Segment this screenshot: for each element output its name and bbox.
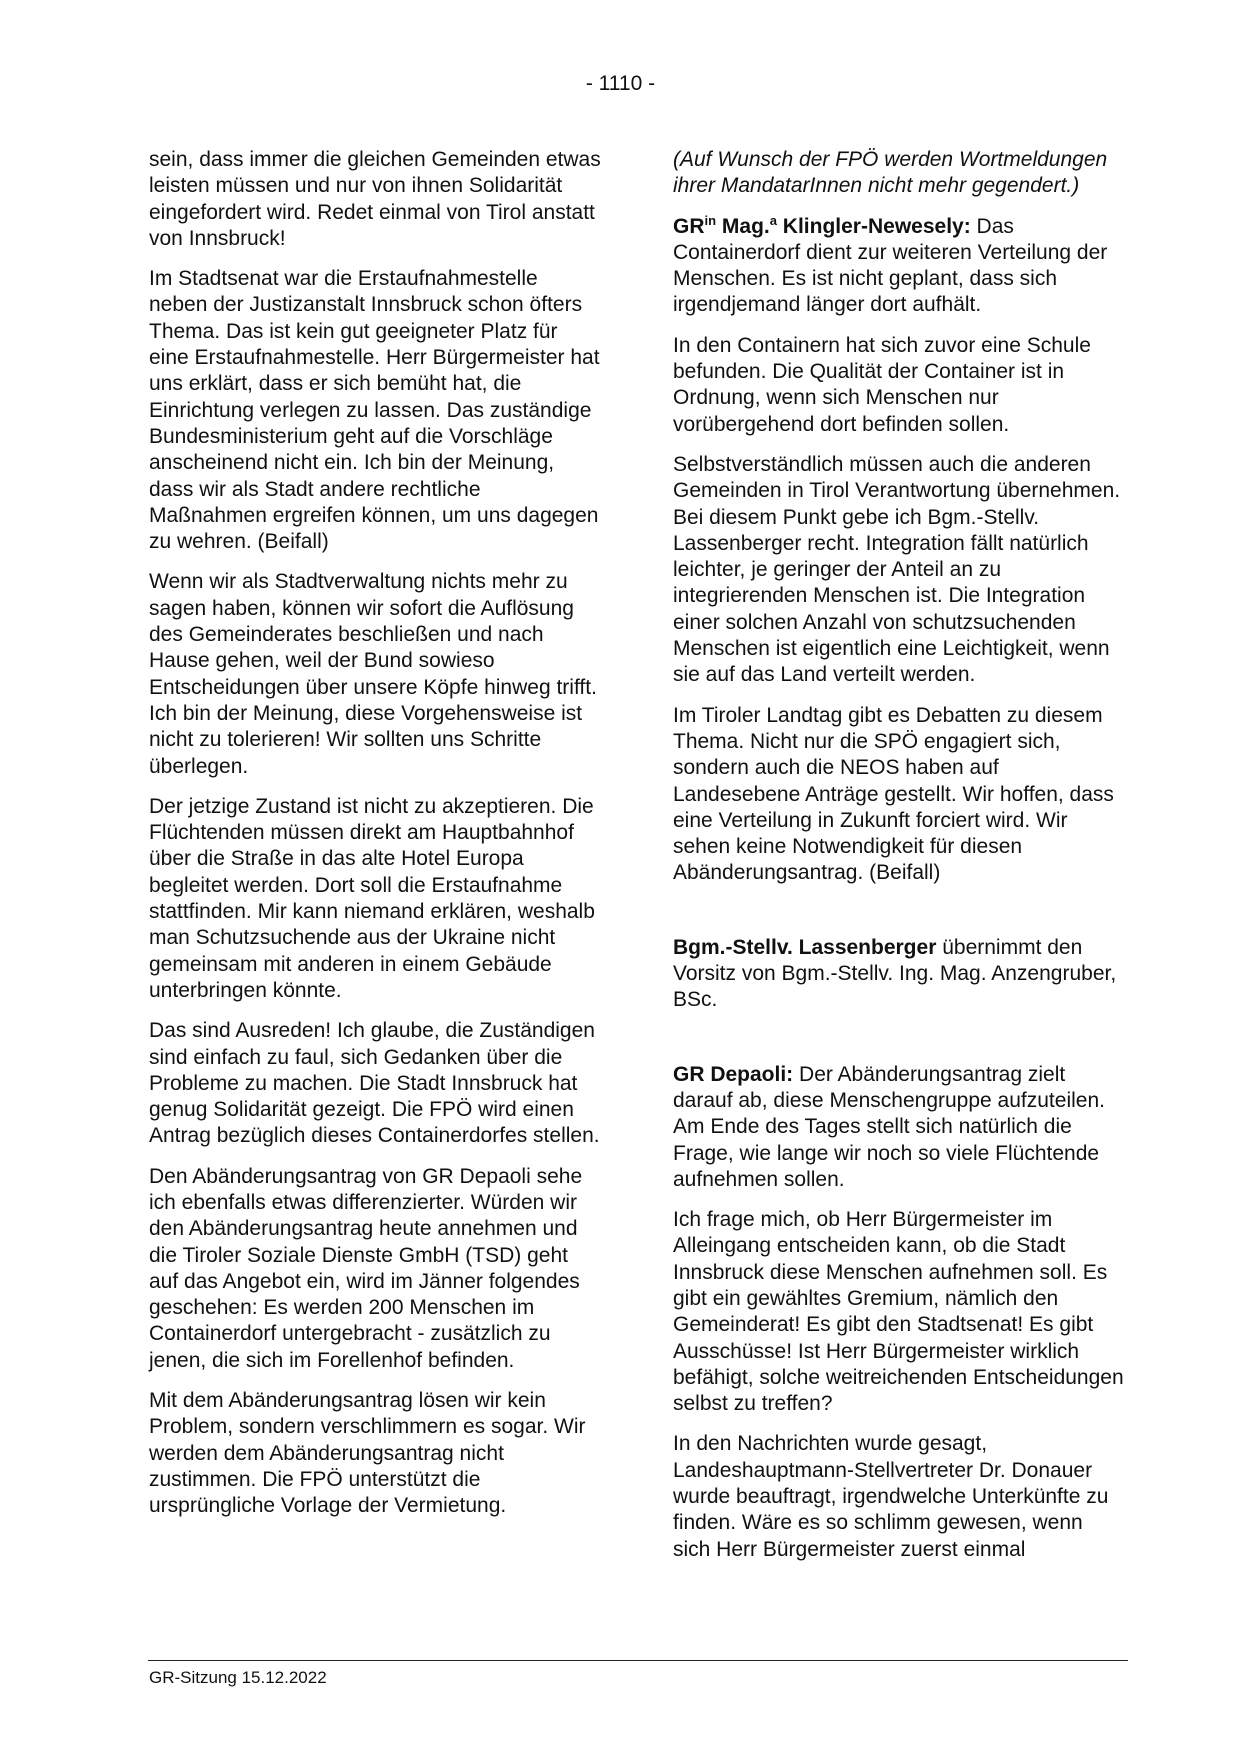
speech-text: Der Abänderungsantrag zielt darauf ab, diese Menschengruppe aufzuteilen. Am Ende des Tages stellt sich natürlich die Frage, wie lange wir noch so viele Flüchtende aufnehmen sollen.: [673, 1062, 1105, 1191]
paragraph: sein, dass immer die gleichen Gemeinden etwas leisten müssen und nur von ihnen Solidarität eingefordert wird. Redet einmal von Tirol anstatt von Innsbruck!: [149, 148, 601, 250]
chair-change: [673, 935, 1125, 1014]
footer-session-date: GR-Sitzung 15.12.2022: [149, 1668, 327, 1687]
paragraph: Im Stadtsenat war die Erstaufnahmestelle neben der Justizanstalt Innsbruck schon öfters Thema. Das ist kein gut geeigneter Platz für eine Erstaufnahmestelle. Herr Bürgermeister hat uns erklärt, dass er sich bemüht hat, die Einrichtung verlegen zu lassen. Das zuständige Bundesministerium geht auf die Vorschläge anscheinend nicht ein. Ich bin der Meinung, dass wir als Stadt andere rechtliche Maßnahmen ergreifen können, um uns dagegen zu wehren. (Beifall): [149, 267, 600, 554]
paragraph: Das sind Ausreden! Ich glaube, die Zuständigen sind einfach zu faul, sich Gedanken über die Probleme zu machen. Die Stadt Innsbruck hat genug Solidarität gezeigt. Die FPÖ wird einen Antrag bezüglich dieses Containerdorfes stellen.: [149, 1019, 600, 1148]
speaker-prefix: GR: [673, 214, 705, 238]
paragraph: In den Nachrichten wurde gesagt, Landeshauptmann-Stellvertreter Dr. Donauer wurde beauftragt, irgendwelche Unterkünfte zu finden. Wäre es so schlimm gewesen, wenn sich Herr Bürgermeister zuerst einmal: [673, 1432, 1109, 1561]
speaker-sup: in: [704, 212, 717, 228]
speaker-lassenberger: Bgm.-Stellv. Lassenberger: [673, 935, 937, 959]
speaker-name: Klingler-Newesely:: [776, 214, 971, 238]
footer-divider: [148, 1660, 1128, 1661]
paragraph: Ich frage mich, ob Herr Bürgermeister im Alleingang entscheiden kann, ob die Stadt Innsbruck diese Menschen aufnehmen soll. Es gibt ein gewähltes Gremium, nämlich den Gemeinderat! Es gibt den Stadtsenat! Es gibt Ausschüsse! Ist Herr Bürgermeister wirklich befähigt, solche weitreichenden Entscheidungen selbst zu treffen?: [673, 1208, 1124, 1416]
paragraph: Mit dem Abänderungsantrag lösen wir kein Problem, sondern verschlimmern es sogar. Wir werden dem Abänderungsantrag nicht zustimmen. Die FPÖ unterstützt die ursprüngliche Vorlage der Vermietung.: [149, 1389, 586, 1518]
right-column: [673, 147, 1125, 1577]
paragraph: Wenn wir als Stadtverwaltung nichts mehr zu sagen haben, können wir sofort die Auflösung des Gemeinderates beschließen und nach Hause gehen, weil der Bund sowieso Entscheidungen über unsere Köpfe hinweg trifft. Ich bin der Meinung, diese Vorgehensweise ist nicht zu tolerieren! Wir sollten uns Schritte überlegen.: [149, 570, 597, 778]
speaker-depaoli: GR Depaoli:: [673, 1062, 794, 1086]
paragraph: Selbstverständlich müssen auch die anderen Gemeinden in Tirol Verantwortung übernehmen. Bei diesem Punkt gebe ich Bgm.-Stellv. Lassenberger recht. Integration fällt natürlich leichter, je geringer der Anteil an zu integrierenden Menschen ist. Die Integration einer solchen Anzahl von schutzsuchenden Menschen ist eigentlich eine Leichtigkeit, wenn sie auf das Land verteilt werden.: [673, 452, 1121, 687]
speech-depaoli: [673, 1062, 1125, 1193]
speech-klingler: [673, 214, 1125, 319]
page-number: - 1110 -: [585, 72, 656, 95]
speaker-title: Mag.: [716, 214, 770, 238]
speech-text: Das Containerdorf dient zur weiteren Verteilung der Menschen. Es ist nicht geplant, dass sich irgendjemand länger dort aufhält.: [673, 214, 1108, 317]
chair-text: übernimmt den Vorsitz von Bgm.-Stellv. Ing. Mag. Anzengruber, BSc.: [673, 935, 1117, 1012]
speaker-sup: a: [769, 212, 777, 228]
gender-note: (Auf Wunsch der FPÖ werden Wortmeldungen ihrer MandatarInnen nicht mehr gegendert.): [673, 148, 1108, 198]
speaker-klingler: [673, 212, 971, 238]
paragraph: In den Containern hat sich zuvor eine Schule befunden. Die Qualität der Container ist in Ordnung, wenn sich Menschen nur vorübergehend dort befinden sollen.: [673, 333, 1091, 436]
paragraph: Den Abänderungsantrag von GR Depaoli sehe ich ebenfalls etwas differenzierter. Würden wir den Abänderungsantrag heute annehmen und die Tiroler Soziale Dienste GmbH (TSD) geht auf das Angebot ein, wird im Jänner folgendes geschehen: Es werden 200 Menschen im Containerdorf untergebracht - zusätzlich zu jenen, die sich im Forellenhof befinden.: [149, 1164, 583, 1372]
paragraph: Der jetzige Zustand ist nicht zu akzeptieren. Die Flüchtenden müssen direkt am Hauptbahnhof über die Straße in das alte Hotel Europa begleitet werden. Dort soll die Erstaufnahme stattfinden. Mir kann niemand erklären, weshalb man Schutzsuchende aus der Ukraine nicht gemeinsam mit anderen in einem Gebäude unterbringen könnte.: [149, 794, 595, 1002]
left-column: [149, 147, 601, 1534]
paragraph: Im Tiroler Landtag gibt es Debatten zu diesem Thema. Nicht nur die SPÖ engagiert sich, sondern auch die NEOS haben auf Landesebene Anträge gestellt. Wir hoffen, dass eine Verteilung in Zukunft forciert wird. Wir sehen keine Notwendigkeit für diesen Abänderungsantrag. (Beifall): [673, 703, 1114, 885]
